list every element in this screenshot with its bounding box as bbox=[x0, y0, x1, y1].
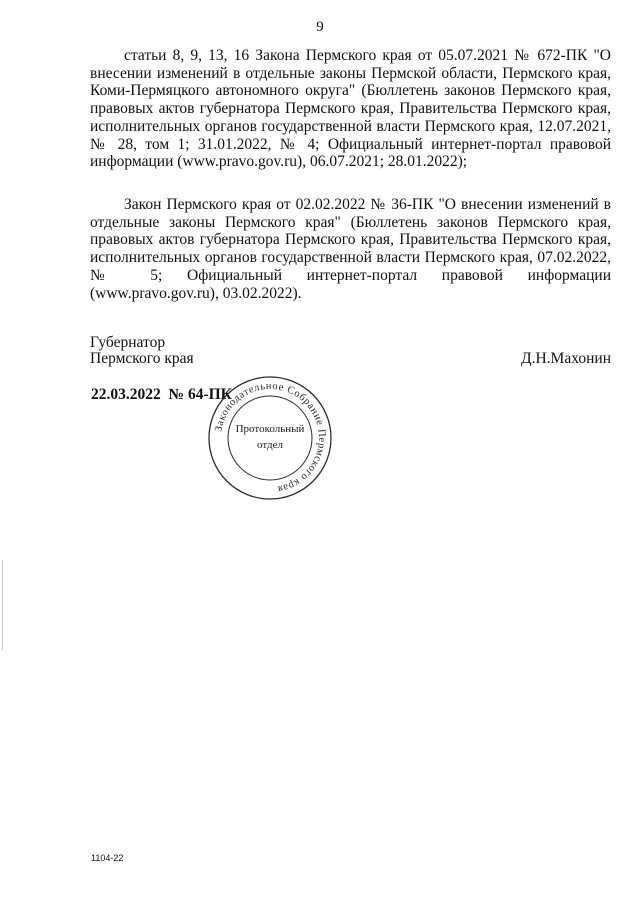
signatory-position-line-1: Губернатор bbox=[90, 334, 166, 351]
page-number: 9 bbox=[316, 19, 324, 35]
document-date: 22.03.2022 bbox=[91, 386, 161, 403]
stamp-inner-ring bbox=[228, 396, 312, 480]
scan-edge-line bbox=[2, 560, 3, 650]
official-stamp bbox=[206, 374, 334, 502]
body-paragraph-1: статьи 8, 9, 13, 16 Закона Пермского края от 05.07.2021 № 672-ПК "О внесении изменений в отдельные законы Пермской области, Пермского края, Коми-Пермяцкого автономного округа" (Бюллетень законов Пермского края, правовых актов губернатора Пермского края, Правительства Пермского края, исполнительных органов государственной власти Пермского края, 12.07.2021, № 28, том 1; 31.01.2022, № 4; Официальный интернет-портал правовой информации (www.pravo.gov.ru), 06.07.2021; 28.01.2022); bbox=[90, 47, 611, 171]
document-number: № 64-ПК bbox=[168, 386, 232, 403]
body-paragraph-2: Закон Пермского края от 02.02.2022 № 36-ПК "О внесении изменений в отдельные законы Пермского края" (Бюллетень законов Пермского края, правовых актов губернатора Пермского края, Правительства Пермского края, исполнительных органов государственной власти Пермского края, 07.02.2022, № 5; Официальный интернет-портал правовой информации (www.pravo.gov.ru), 03.02.2022). bbox=[90, 196, 611, 302]
stamp-ring-text: Законодательное Собрание Пермского края bbox=[213, 380, 328, 495]
stamp-center-line-1: Протокольный bbox=[235, 423, 305, 435]
stamp-outer-ring bbox=[209, 377, 331, 499]
signatory-name: Д.Н.Махонин bbox=[521, 350, 611, 367]
signatory-position bbox=[90, 335, 194, 367]
signatory-position-line-2: Пермского края bbox=[90, 350, 194, 367]
stamp-center-line-2: отдел bbox=[257, 439, 283, 451]
footer-code: 1104-22 bbox=[91, 853, 124, 863]
